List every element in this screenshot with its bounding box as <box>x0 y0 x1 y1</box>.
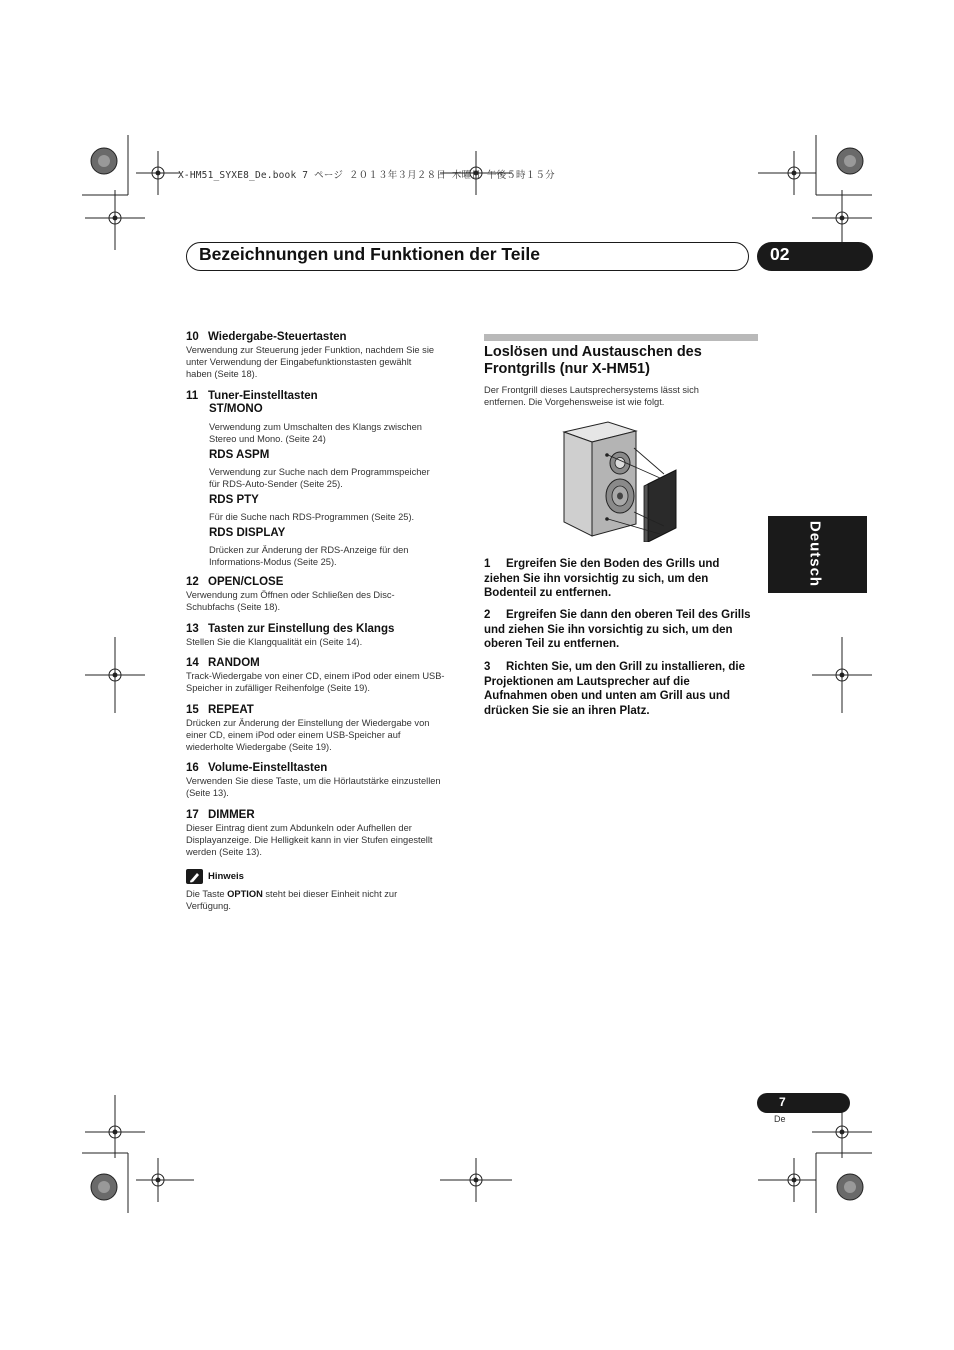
item-desc: Dieser Eintrag dient zum Abdunkeln oder Aufhellen der <box>186 823 412 833</box>
item-number: 14 <box>186 657 199 669</box>
subitem-rds-aspm <box>186 449 466 490</box>
item-number: 10 <box>186 331 199 343</box>
page-number-badge <box>757 1093 850 1113</box>
subitem-desc: Drücken zur Änderung der RDS-Anzeige für den <box>209 545 409 555</box>
item-desc: Speicher in zufälliger Reihenfolge (Seite 19). <box>186 683 370 693</box>
item-number: 17 <box>186 809 199 821</box>
subitem-desc: Für die Suche nach RDS-Programmen (Seite 25). <box>209 512 415 522</box>
item-number: 15 <box>186 704 199 716</box>
subitem-desc: Verwendung zur Suche nach dem Programmspeicher <box>209 467 430 477</box>
book-file-info: X-HM51_SYXE8_De.book 7 ページ ２０１３年３月２８日 木曜日 午後５時１５分 <box>178 170 555 181</box>
section-title-line: Frontgrills (nur X-HM51) <box>484 361 650 377</box>
item-15 <box>186 704 466 753</box>
item-desc: haben (Seite 18). <box>186 369 258 379</box>
note-text-key: OPTION <box>227 889 263 899</box>
step-2 <box>484 608 758 652</box>
item-desc: Displayanzeige. Die Helligkeit kann in vier Stufen eingestellt <box>186 835 433 845</box>
item-desc: Schubfachs (Seite 18). <box>186 602 281 612</box>
item-desc: Verwendung zum Öffnen oder Schließen des Disc- <box>186 590 395 600</box>
page-title: Bezeichnungen und Funktionen der Teile <box>199 244 540 264</box>
item-title: Wiedergabe-Steuertasten <box>208 331 347 343</box>
step-line: ziehen Sie ihn vorsichtig zu sich, um den <box>484 572 709 585</box>
item-10 <box>186 331 466 380</box>
item-11 <box>186 390 466 416</box>
step-number: 3 <box>484 661 491 673</box>
step-line: Ergreifen Sie dann den oberen Teil des Grills <box>506 609 751 621</box>
step-number: 2 <box>484 609 491 621</box>
item-desc: Verwendung zur Steuerung jeder Funktion, nachdem Sie sie <box>186 345 435 355</box>
step-line: oberen Teil zu entfernen. <box>484 638 620 650</box>
subitem-title: RDS PTY <box>209 494 259 506</box>
chapter-number: 02 <box>770 244 790 264</box>
item-17 <box>186 809 466 858</box>
item-title: OPEN/CLOSE <box>208 576 284 588</box>
item-desc: einer CD, einem iPod oder einem USB-Speicher auf <box>186 730 401 740</box>
item-title: RANDOM <box>208 657 260 669</box>
item-16 <box>186 762 466 799</box>
step-line: Bodenteil zu entfernen. <box>484 587 612 599</box>
page-language: De <box>774 1114 786 1124</box>
item-desc: Track-Wiedergabe von einer CD, einem iPod oder einem USB- <box>186 671 445 681</box>
item-desc: wiederholte Wiedergabe (Seite 19). <box>186 742 332 752</box>
item-number: 13 <box>186 623 199 635</box>
item-title: DIMMER <box>208 809 255 821</box>
speaker-grill-illustration <box>560 418 684 542</box>
subitem-desc: Informations-Modus (Seite 25). <box>209 557 337 567</box>
subitem-rds-display <box>186 527 466 568</box>
item-desc: werden (Seite 13). <box>186 847 262 857</box>
intro-line: entfernen. Die Vorgehensweise ist wie folgt. <box>484 397 665 407</box>
page-number: 7 <box>779 1095 786 1109</box>
item-number: 16 <box>186 762 199 774</box>
step-line: Richten Sie, um den Grill zu installieren, die <box>506 661 745 673</box>
step-line: Ergreifen Sie den Boden des Grills und <box>506 558 720 570</box>
subitem-title: ST/MONO <box>209 403 263 415</box>
item-title: Tasten zur Einstellung des Klangs <box>208 623 395 635</box>
step-1 <box>484 557 758 601</box>
section-title <box>484 344 758 378</box>
subitem-desc: Stereo und Mono. (Seite 24) <box>209 434 326 444</box>
item-title: Volume-Einstelltasten <box>208 762 328 774</box>
item-13 <box>186 623 466 648</box>
section-bar <box>484 334 758 341</box>
item-desc: Drücken zur Änderung der Einstellung der Wiedergabe von <box>186 718 430 728</box>
item-14 <box>186 657 466 694</box>
step-number: 1 <box>484 558 491 570</box>
note-text <box>186 888 466 912</box>
subitem-st-mono <box>186 421 466 445</box>
item-12 <box>186 576 466 613</box>
note-text-line2: Verfügung. <box>186 901 231 911</box>
subitem-title: RDS ASPM <box>209 449 270 461</box>
item-desc: Stellen Sie die Klangqualität ein (Seite 14). <box>186 637 363 647</box>
subitem-rds-pty <box>186 494 466 523</box>
item-number: 12 <box>186 576 199 588</box>
subitem-desc: Verwendung zum Umschalten des Klangs zwischen <box>209 422 422 432</box>
section-intro <box>484 384 758 408</box>
note-text-post: steht bei dieser Einheit nicht zur <box>262 889 398 899</box>
note-icon <box>186 869 203 884</box>
intro-line: Der Frontgrill dieses Lautsprechersystems lässt sich <box>484 385 699 395</box>
section-title-line: Loslösen und Austauschen des <box>484 344 702 360</box>
item-title: Tuner-Einstelltasten <box>208 390 318 402</box>
note-label: Hinweis <box>208 871 244 882</box>
step-line: Projektionen am Lautsprecher auf die <box>484 675 690 688</box>
subitem-desc: für RDS-Auto-Sender (Seite 25). <box>209 479 343 489</box>
item-desc: (Seite 13). <box>186 788 229 798</box>
item-number: 11 <box>186 390 199 402</box>
language-tab-label: Deutsch <box>806 520 824 588</box>
item-desc: unter Verwendung der Eingabefunktionstasten gewählt <box>186 357 412 367</box>
item-desc: Verwenden Sie diese Taste, um die Hörlautstärke einzustellen <box>186 776 441 786</box>
step-line: drücken Sie sie an ihren Platz. <box>484 704 650 717</box>
step-line: Aufnahmen oben und unten am Grill aus und <box>484 690 730 702</box>
step-line: und ziehen Sie ihn vorsichtig zu sich, um den <box>484 623 733 636</box>
item-title: REPEAT <box>208 704 254 716</box>
step-3 <box>484 660 758 718</box>
subitem-title: RDS DISPLAY <box>209 527 286 539</box>
note-text-pre: Die Taste <box>186 889 228 899</box>
